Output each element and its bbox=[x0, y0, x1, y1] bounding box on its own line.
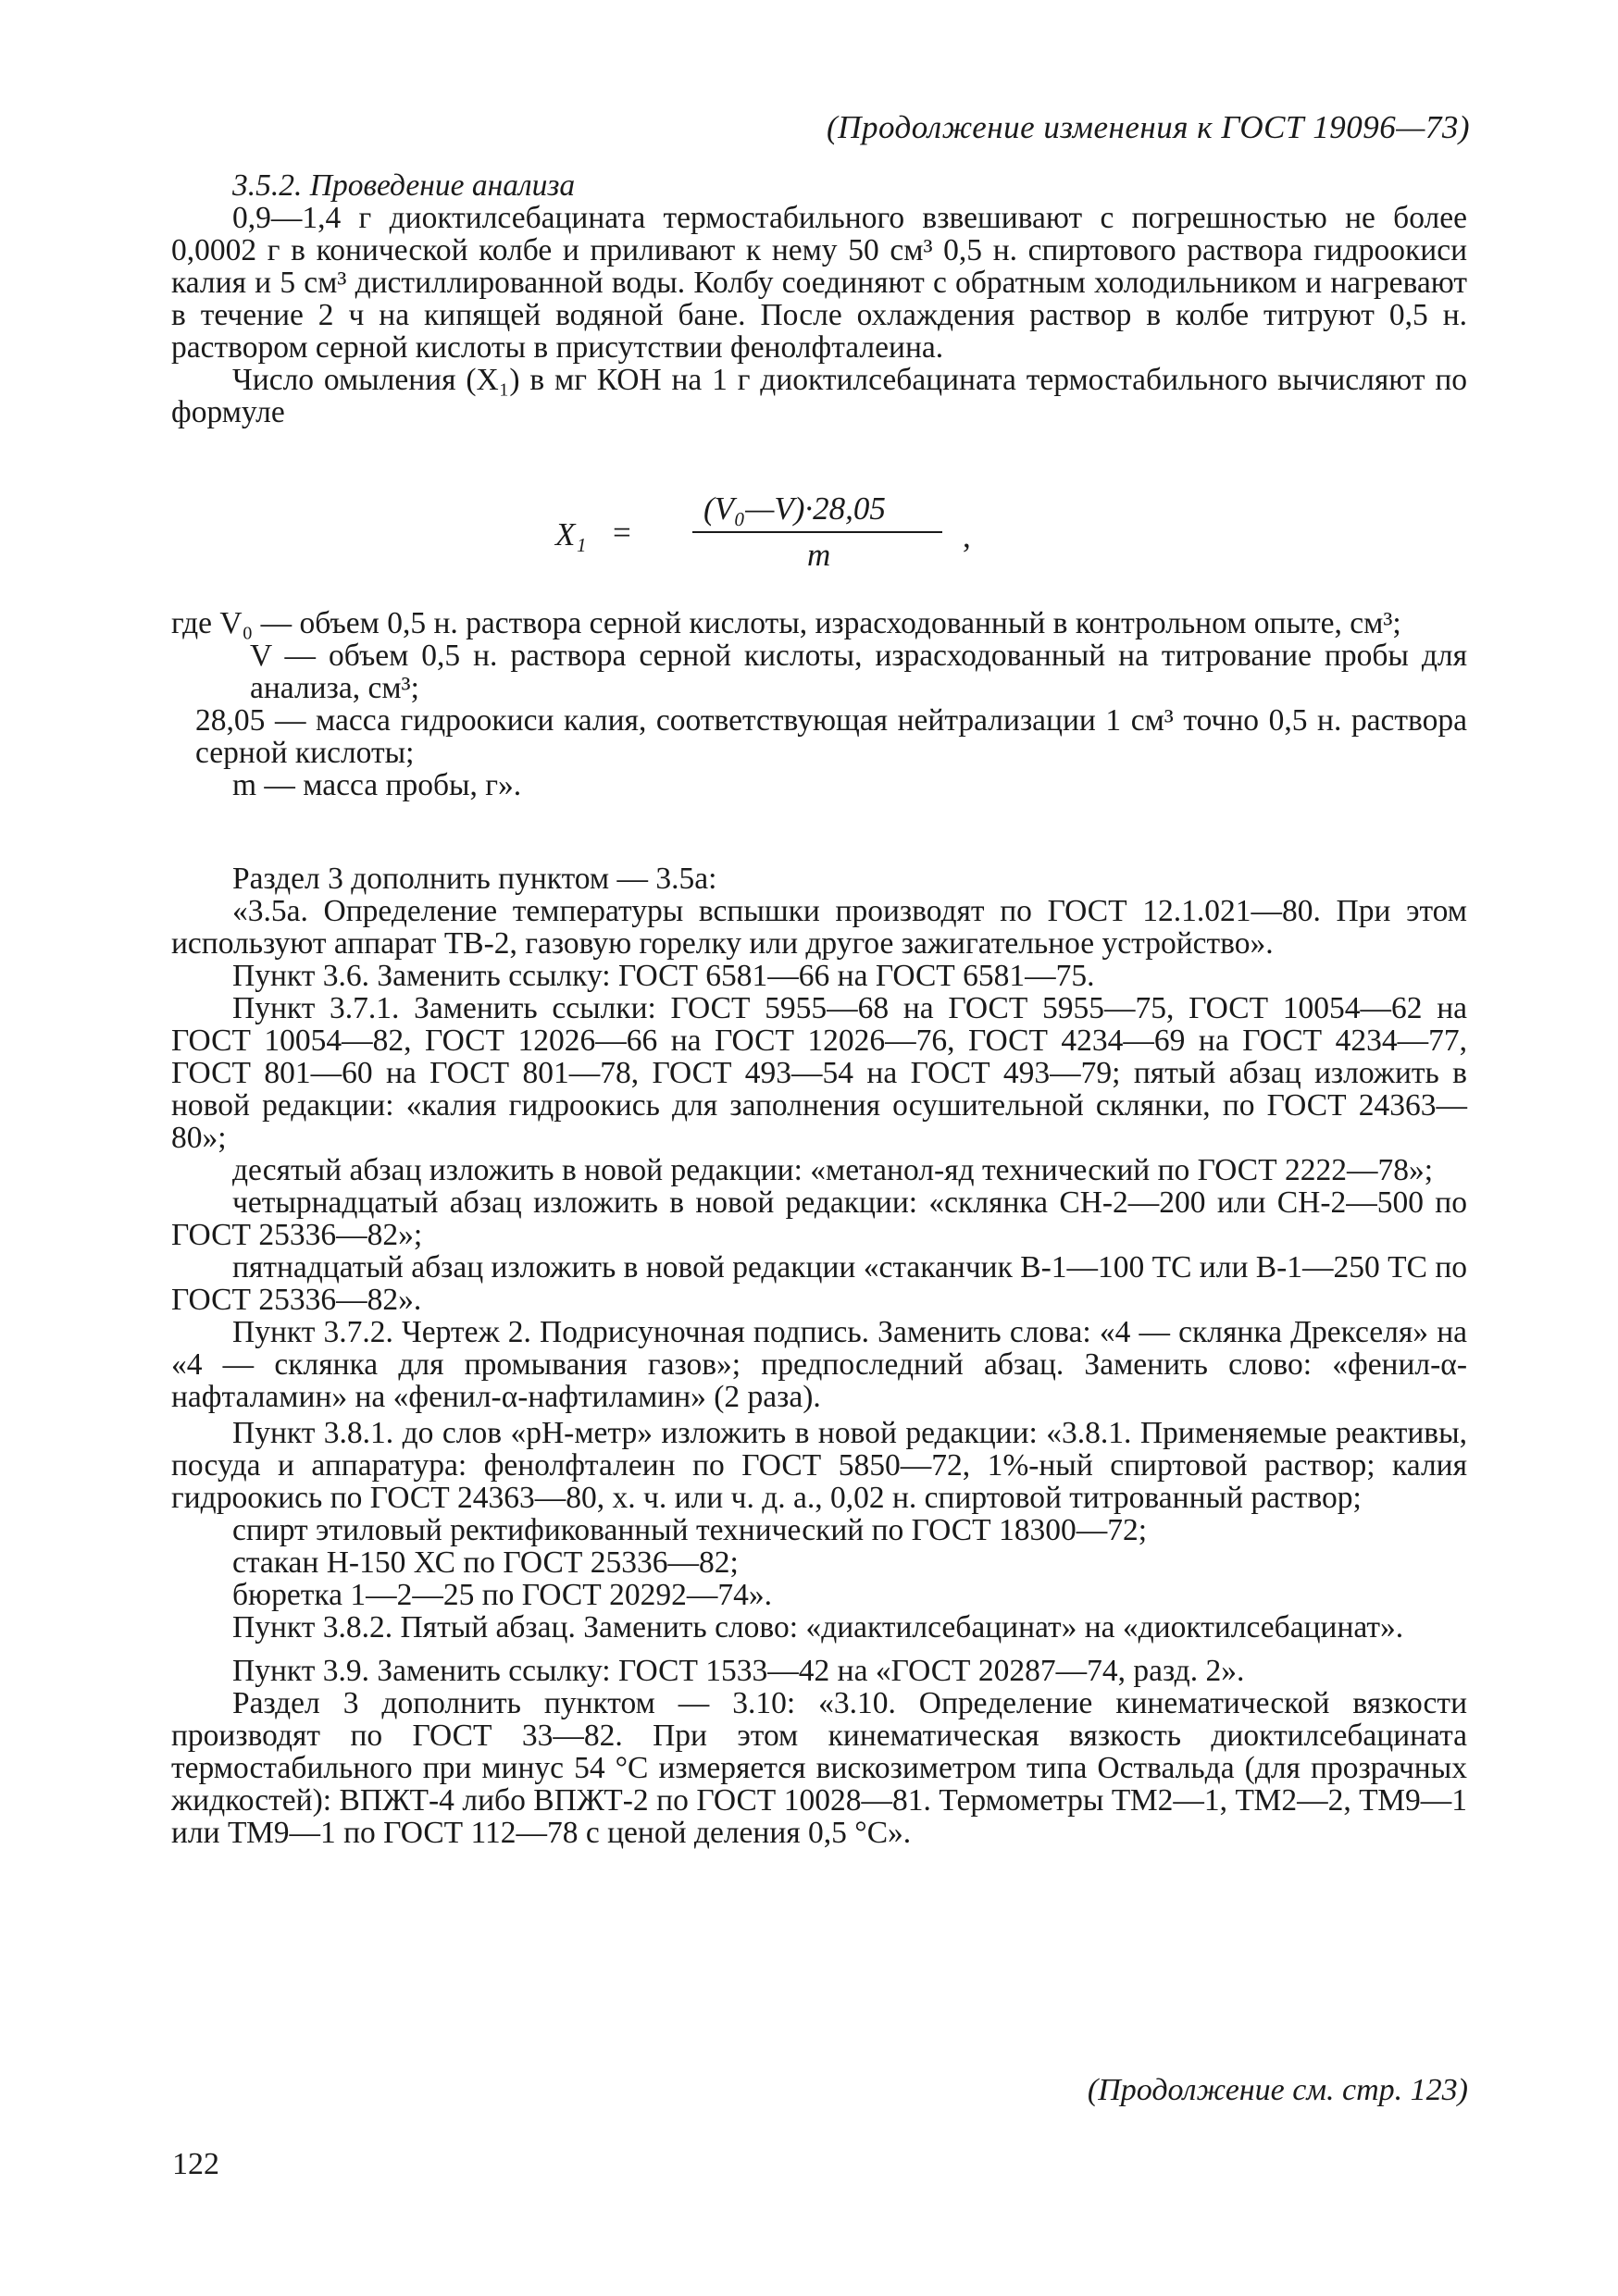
formula-equals: = bbox=[613, 515, 631, 551]
section-title: 3.5.2. Проведение анализа bbox=[232, 168, 576, 203]
paragraph: Пункт 3.6. Заменить ссылку: ГОСТ 6581—66 на ГОСТ 6581—75. bbox=[232, 959, 1095, 993]
paragraph: Пункт 3.8.1. до слов «рН-метр» изложить в новой редакции: «3.8.1. Применяемые реактивы, посуда и аппаратура: фенолфталеин по ГОСТ 5850—72, 1%-ный спиртовой раствор; калия гидроокись по ГОСТ 24363—80, х. ч. или ч. д. а., 0,02 н. спиртовой титрованный раствор; bbox=[171, 1416, 1467, 1515]
fraction-bar bbox=[692, 531, 942, 533]
formula-denominator: m bbox=[807, 537, 831, 573]
formula-lhs: X₁ bbox=[555, 516, 587, 552]
paragraph: Пункт 3.7.2. Чертеж 2. Подрисуночная подпись. Заменить слова: «4 — склянка Дрекселя» на «4 — склянка для промывания газов»; предпоследний абзац. Заменить слово: «фенил-α-нафталамин» на «фенил-α-нафтиламин» (2 раза). bbox=[171, 1315, 1467, 1414]
text-block-main bbox=[171, 863, 1467, 1849]
page-number: 122 bbox=[172, 2147, 219, 2181]
paragraph: четырнадцатый абзац изложить в новой редакции: «склянка СН-2—200 или СН-2—500 по ГОСТ 25336—82»; bbox=[171, 1185, 1467, 1252]
continuation-note: (Продолжение см. стр. 123) bbox=[1087, 2073, 1468, 2107]
paragraph: «3.5а. Определение температуры вспышки производят по ГОСТ 12.1.021—80. При этом используют аппарат ТВ-2, газовую горелку или другое зажигательное устройство». bbox=[171, 894, 1467, 961]
paragraph-procedure: 0,9—1,4 г диоктилсебацината термостабильного взвешивают с погрешностью не более 0,0002 г в конической колбе и приливают к нему 50 см³ 0,5 н. спиртового раствора гидроокиси калия и 5 см³ дистиллированной воды. Колбу соединяют с обратным холодильником и нагревают в течение 2 ч на кипящей водяной бане. После охлаждения раствор в колбе титруют 0,5 н. раствором серной кислоты в присутствии фенолфталеина. bbox=[171, 201, 1467, 365]
formula-numerator: (V₀—V)·28,05 bbox=[703, 490, 886, 527]
where-2805: 28,05 — масса гидроокиси калия, соответствующая нейтрализации 1 см³ точно 0,5 н. раствора серной кислоты; bbox=[195, 703, 1467, 770]
where-m: m — масса пробы, г». bbox=[232, 768, 522, 802]
paragraph-saponification: Число омыления (X₁) в мг КОН на 1 г диоктилсебацината термостабильного вычисляют по формуле bbox=[171, 363, 1467, 429]
where-v: V — объем 0,5 н. раствора серной кислоты, израсходованный на титрование пробы для анализа, см³; bbox=[250, 639, 1467, 705]
paragraph: пятнадцатый абзац изложить в новой редакции «стаканчик В-1—100 ТС или В-1—250 ТС по ГОСТ 25336—82». bbox=[171, 1250, 1467, 1317]
paragraph: Пункт 3.8.2. Пятый абзац. Заменить слово: «диактилсебацинат» на «диоктилсебацинат». bbox=[232, 1610, 1404, 1644]
formula bbox=[555, 490, 1037, 592]
paragraph: Пункт 3.9. Заменить ссылку: ГОСТ 1533—42 на «ГОСТ 20287—74, разд. 2». bbox=[232, 1654, 1245, 1688]
paragraph: бюретка 1—2—25 по ГОСТ 20292—74». bbox=[232, 1578, 772, 1612]
paragraph: десятый абзац изложить в новой редакции: «метанол-яд технический по ГОСТ 2222—78»; bbox=[232, 1153, 1433, 1187]
paragraph: спирт этиловый ректификованный технический по ГОСТ 18300—72; bbox=[232, 1513, 1148, 1547]
where-list bbox=[171, 607, 1467, 801]
text-block-top bbox=[171, 169, 1467, 428]
formula-comma: , bbox=[963, 518, 971, 554]
paragraph: Раздел 3 дополнить пунктом — 3.10: «3.10. Определение кинематической вязкости производят по ГОСТ 33—82. При этом кинематическая вязкость диоктилсебацината термостабильного при минус 54 °С измеряется вискозиметром типа Оствальда (для прозрачных жидкостей): ВПЖТ-4 либо ВПЖТ-2 по ГОСТ 10028—81. Термометры ТМ2—1, ТМ2—2, ТМ9—1 или ТМ9—1 по ГОСТ 112—78 с ценой деления 0,5 °С». bbox=[171, 1686, 1467, 1850]
paragraph: Раздел 3 дополнить пунктом — 3.5а: bbox=[232, 862, 717, 896]
where-v0: где V₀ — объем 0,5 н. раствора серной кислоты, израсходованный в контрольном опыте, см³; bbox=[171, 606, 1401, 640]
paragraph: стакан Н-150 ХС по ГОСТ 25336—82; bbox=[232, 1545, 739, 1580]
page-header: (Продолжение изменения к ГОСТ 19096—73) bbox=[827, 109, 1470, 145]
paragraph: Пункт 3.7.1. Заменить ссылки: ГОСТ 5955—68 на ГОСТ 5955—75, ГОСТ 10054—62 на ГОСТ 10054—82, ГОСТ 12026—66 на ГОСТ 12026—76, ГОСТ 4234—69 на ГОСТ 4234—77, ГОСТ 801—60 на ГОСТ 801—78, ГОСТ 493—54 на ГОСТ 493—79; пятый абзац изложить в новой редакции: «калия гидроокись для заполнения осушительной склянки, по ГОСТ 24363—80»; bbox=[171, 991, 1467, 1155]
